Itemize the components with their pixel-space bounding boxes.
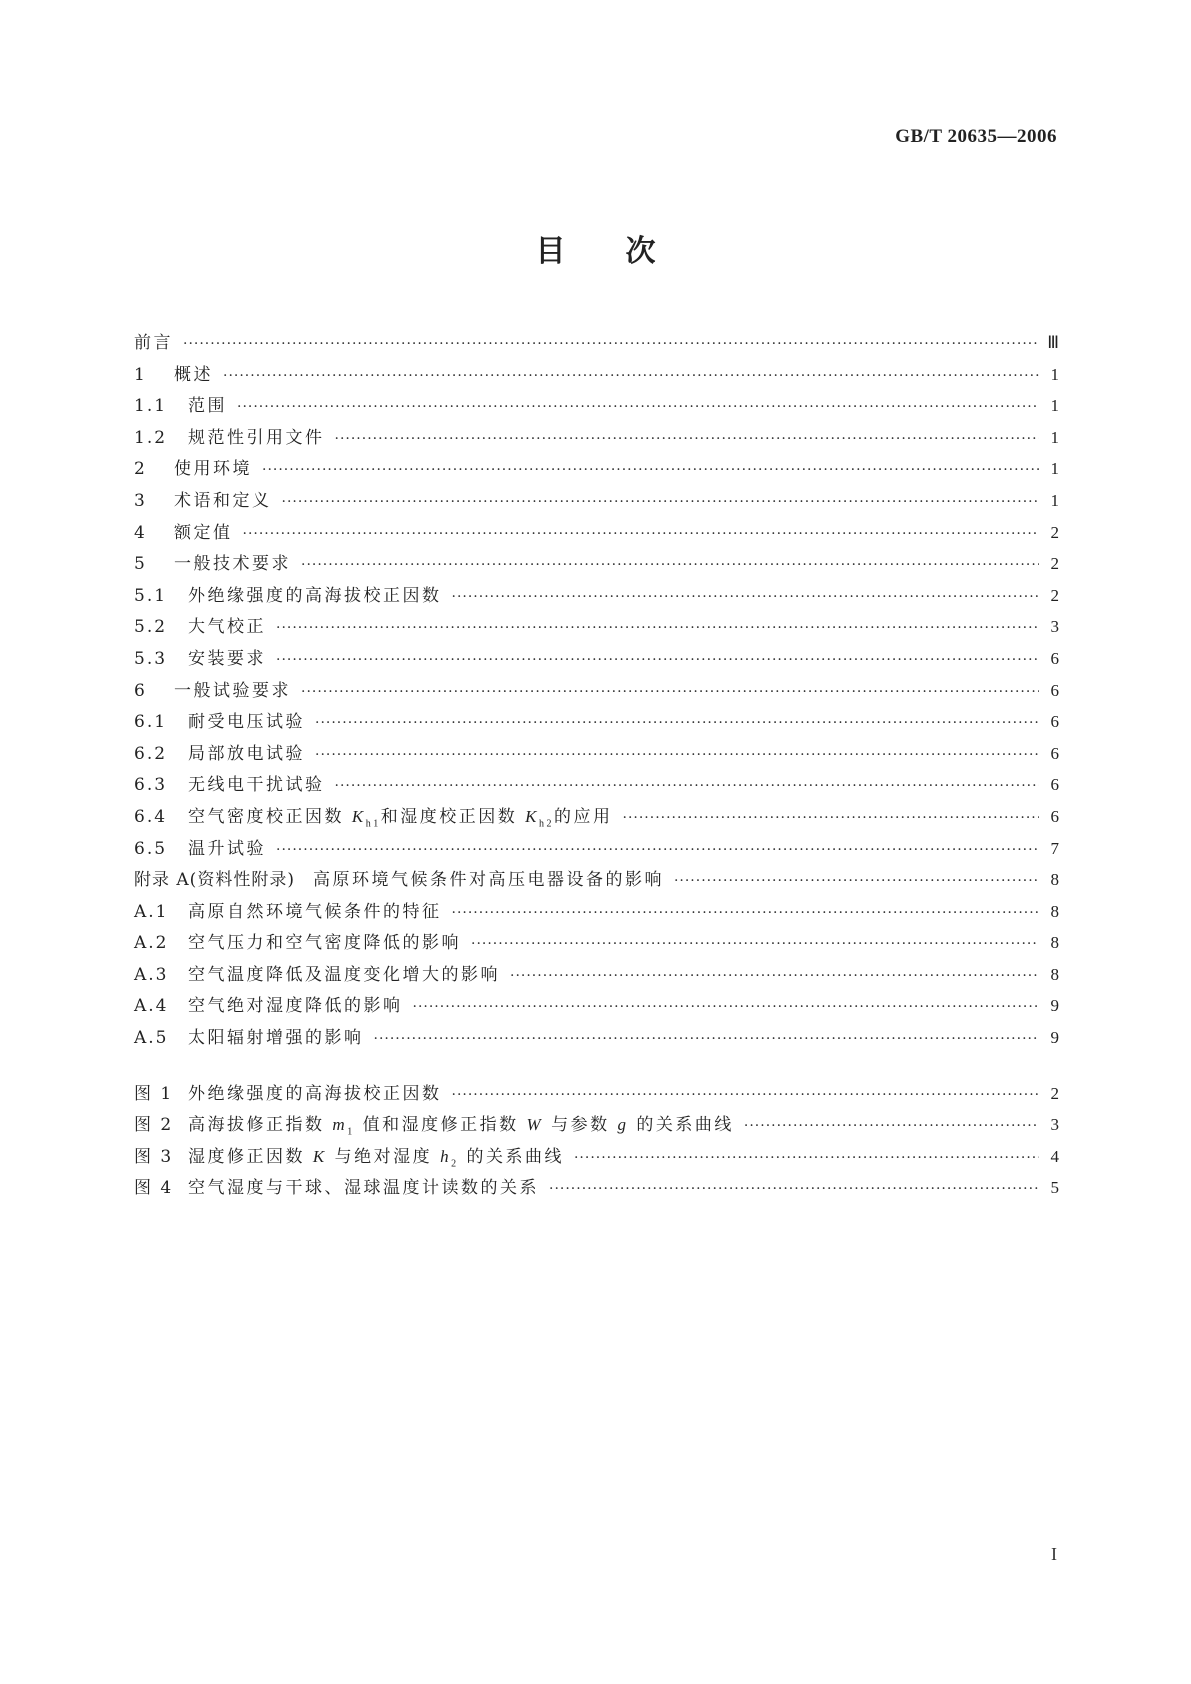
toc-number: 6.4	[134, 806, 168, 827]
leader-dots	[452, 589, 1040, 605]
label-text: 的应用	[554, 806, 613, 827]
toc-label: 空气绝对湿度降低的影响	[188, 996, 403, 1017]
section-gap	[134, 1055, 1059, 1079]
toc-label: 安装要求	[188, 648, 266, 669]
toc-page: 1	[1050, 490, 1059, 510]
toc-number: 5.1	[134, 585, 168, 606]
toc-label: 一般试验要求	[174, 680, 291, 701]
toc-label: 概述	[174, 364, 213, 385]
toc-page: 6	[1050, 680, 1059, 700]
leader-dots	[335, 431, 1040, 447]
toc-entry-2[interactable]	[134, 454, 1059, 486]
page-title	[0, 226, 1191, 270]
leader-dots	[471, 936, 1039, 952]
toc-entry-4[interactable]	[134, 518, 1059, 550]
toc-label: 一般技术要求	[174, 554, 291, 575]
leader-dots	[623, 810, 1040, 826]
leader-dots	[282, 494, 1040, 510]
toc-entry-5-2[interactable]	[134, 612, 1059, 644]
toc-number: A.1	[134, 901, 169, 922]
toc-entry-a-4[interactable]	[134, 991, 1059, 1023]
figure-page: 2	[1050, 1083, 1059, 1103]
toc-number: 6.3	[134, 775, 168, 796]
toc-page: 8	[1050, 933, 1059, 953]
toc-entry-5-3[interactable]	[134, 644, 1059, 676]
label-text: 与绝对湿度	[334, 1146, 433, 1167]
leader-dots	[549, 1181, 1039, 1197]
toc-page: 6	[1050, 775, 1059, 795]
toc-label: 前言	[134, 333, 173, 353]
toc-page: 1	[1050, 427, 1059, 447]
toc-number: 1.1	[134, 396, 168, 417]
figure-entry-4[interactable]	[134, 1173, 1059, 1205]
toc-label: 大气校正	[188, 617, 266, 638]
subscript: h2	[539, 818, 554, 830]
label-text: 湿度修正因数	[188, 1146, 305, 1167]
leader-dots	[335, 778, 1040, 794]
toc-entry-1[interactable]	[134, 360, 1059, 392]
label-text: 的关系曲线	[466, 1146, 564, 1167]
toc-page: 2	[1050, 554, 1059, 574]
variable-k: K	[351, 806, 366, 826]
toc-entry-a-1[interactable]	[134, 897, 1059, 929]
toc-label: 空气压力和空气密度降低的影响	[188, 933, 461, 954]
toc-label	[188, 802, 613, 829]
toc-label: 温升试验	[188, 838, 266, 859]
toc-entry-6-2[interactable]	[134, 739, 1059, 771]
toc-page: 1	[1050, 364, 1059, 384]
toc-entry-6[interactable]	[134, 676, 1059, 708]
leader-dots	[744, 1118, 1039, 1134]
leader-dots	[301, 557, 1039, 573]
figure-number: 图 4	[134, 1178, 174, 1199]
figure-page: 5	[1050, 1178, 1059, 1198]
leader-dots	[223, 368, 1039, 384]
toc-entry-6-3[interactable]	[134, 770, 1059, 802]
toc-page: 1	[1050, 396, 1059, 416]
toc-entry-6-5[interactable]	[134, 834, 1059, 866]
title-char-2: 次	[625, 234, 656, 269]
figure-label	[188, 1110, 734, 1137]
toc-number: 6	[134, 680, 147, 701]
subscript: 2	[451, 1158, 459, 1170]
toc-page: 6	[1050, 648, 1059, 668]
toc-label: 局部放电试验	[188, 743, 305, 764]
variable-g: g	[617, 1115, 629, 1135]
toc-entry-1-1[interactable]	[134, 391, 1059, 423]
toc-entry-a-3[interactable]	[134, 960, 1059, 992]
toc-entry-6-1[interactable]	[134, 707, 1059, 739]
toc-entry-foreword[interactable]	[134, 328, 1059, 360]
leader-dots	[237, 399, 1039, 415]
toc-number: 5.2	[134, 617, 168, 638]
figure-number: 图 1	[134, 1083, 174, 1104]
toc-number: A.5	[134, 1028, 169, 1049]
toc-entry-5-1[interactable]	[134, 581, 1059, 613]
figure-entry-1[interactable]	[134, 1079, 1059, 1111]
leader-dots	[301, 684, 1039, 700]
toc-number: 1.2	[134, 427, 168, 448]
label-text: 和湿度校正因数	[380, 806, 518, 827]
toc-page: 7	[1050, 838, 1059, 858]
toc-number: A.2	[134, 933, 169, 954]
toc-label: 术语和定义	[174, 490, 272, 511]
toc-number: A.3	[134, 964, 169, 985]
toc-label: 耐受电压试验	[188, 712, 305, 733]
toc-page: 3	[1050, 617, 1059, 637]
leader-dots	[315, 715, 1039, 731]
toc-entry-6-4[interactable]	[134, 802, 1059, 834]
toc-label: 空气温度降低及温度变化增大的影响	[188, 964, 500, 985]
leader-dots	[674, 873, 1039, 889]
figure-entry-2[interactable]	[134, 1110, 1059, 1142]
label-text: 的关系曲线	[636, 1115, 734, 1136]
toc-entry-a-5[interactable]	[134, 1023, 1059, 1055]
figure-entry-3[interactable]	[134, 1142, 1059, 1174]
toc-page: 9	[1050, 1028, 1059, 1048]
standard-number: GB/T 20635—2006	[895, 126, 1057, 147]
leader-dots	[452, 1087, 1040, 1103]
toc-label: 范围	[188, 396, 227, 417]
figure-page: 4	[1050, 1146, 1059, 1166]
toc-number: 6.1	[134, 712, 168, 733]
toc-number: 3	[134, 490, 147, 511]
variable-k: K	[525, 806, 539, 826]
toc-page: 1	[1050, 459, 1059, 479]
leader-dots	[276, 620, 1039, 636]
label-text: 高海拔修正指数	[188, 1115, 325, 1136]
toc-page: 6	[1050, 806, 1059, 826]
variable-h: h	[440, 1146, 452, 1166]
leader-dots	[413, 999, 1040, 1015]
leader-dots	[510, 968, 1039, 984]
figure-label	[188, 1142, 564, 1169]
label-text: 值和湿度修正指数	[362, 1115, 519, 1136]
toc-number: 5	[134, 554, 147, 575]
toc-entry-appendix-a[interactable]	[134, 865, 1059, 897]
toc-label: 无线电干扰试验	[188, 775, 325, 796]
toc-label: 高原环境气候条件对高压电器设备的影响	[312, 870, 664, 891]
toc-label: 规范性引用文件	[188, 427, 325, 448]
leader-dots	[276, 652, 1039, 668]
leader-dots	[315, 747, 1039, 763]
toc-label: 高原自然环境气候条件的特征	[188, 901, 442, 922]
toc-label: 额定值	[174, 522, 233, 543]
toc-number: A.4	[134, 996, 169, 1017]
leader-dots	[262, 462, 1039, 478]
figure-number: 图 3	[134, 1146, 174, 1167]
toc-page: 8	[1050, 964, 1059, 984]
toc-page: 2	[1050, 522, 1059, 542]
toc-page: 9	[1050, 996, 1059, 1016]
leader-dots	[452, 905, 1040, 921]
toc-number: 4	[134, 522, 147, 543]
toc-label: 外绝缘强度的高海拔校正因数	[188, 585, 442, 606]
toc-page: Ⅲ	[1047, 333, 1059, 352]
leader-dots	[574, 1150, 1039, 1166]
leader-dots	[183, 336, 1039, 352]
label-text: 与参数	[551, 1115, 610, 1136]
toc-number: 2	[134, 459, 147, 480]
toc-page: 8	[1050, 901, 1059, 921]
subscript: h1	[365, 818, 381, 830]
page-number: I	[1051, 1544, 1057, 1564]
leader-dots	[276, 842, 1039, 858]
leader-dots	[374, 1031, 1040, 1047]
leader-dots	[243, 526, 1040, 542]
toc-page: 2	[1050, 585, 1059, 605]
toc-entry-5[interactable]	[134, 549, 1059, 581]
toc-number: 5.3	[134, 648, 168, 669]
figure-page: 3	[1050, 1115, 1059, 1135]
figure-label: 空气湿度与干球、湿球温度计读数的关系	[188, 1178, 539, 1199]
toc-number: 6.5	[134, 838, 168, 859]
figure-label: 外绝缘强度的高海拔校正因数	[188, 1083, 442, 1104]
toc-entry-1-2[interactable]	[134, 423, 1059, 455]
toc-page: 6	[1050, 743, 1059, 763]
toc-page: 6	[1050, 712, 1059, 732]
toc-label: 使用环境	[174, 459, 252, 480]
variable-k: K	[312, 1146, 327, 1166]
toc-number: 1	[134, 364, 147, 385]
toc-number: 6.2	[134, 743, 168, 764]
table-of-contents	[134, 328, 1059, 1205]
subscript: 1	[347, 1126, 355, 1138]
toc-label: 太阳辐射增强的影响	[188, 1028, 364, 1049]
variable-m: m	[332, 1115, 348, 1135]
toc-page: 8	[1050, 870, 1059, 890]
toc-entry-a-2[interactable]	[134, 928, 1059, 960]
toc-entry-3[interactable]	[134, 486, 1059, 518]
label-text: 空气密度校正因数	[188, 806, 344, 827]
variable-w: W	[526, 1115, 544, 1135]
title-char-1: 目	[535, 234, 566, 269]
toc-number: 附录 A(资料性附录)	[134, 870, 295, 891]
figure-number: 图 2	[134, 1115, 174, 1136]
